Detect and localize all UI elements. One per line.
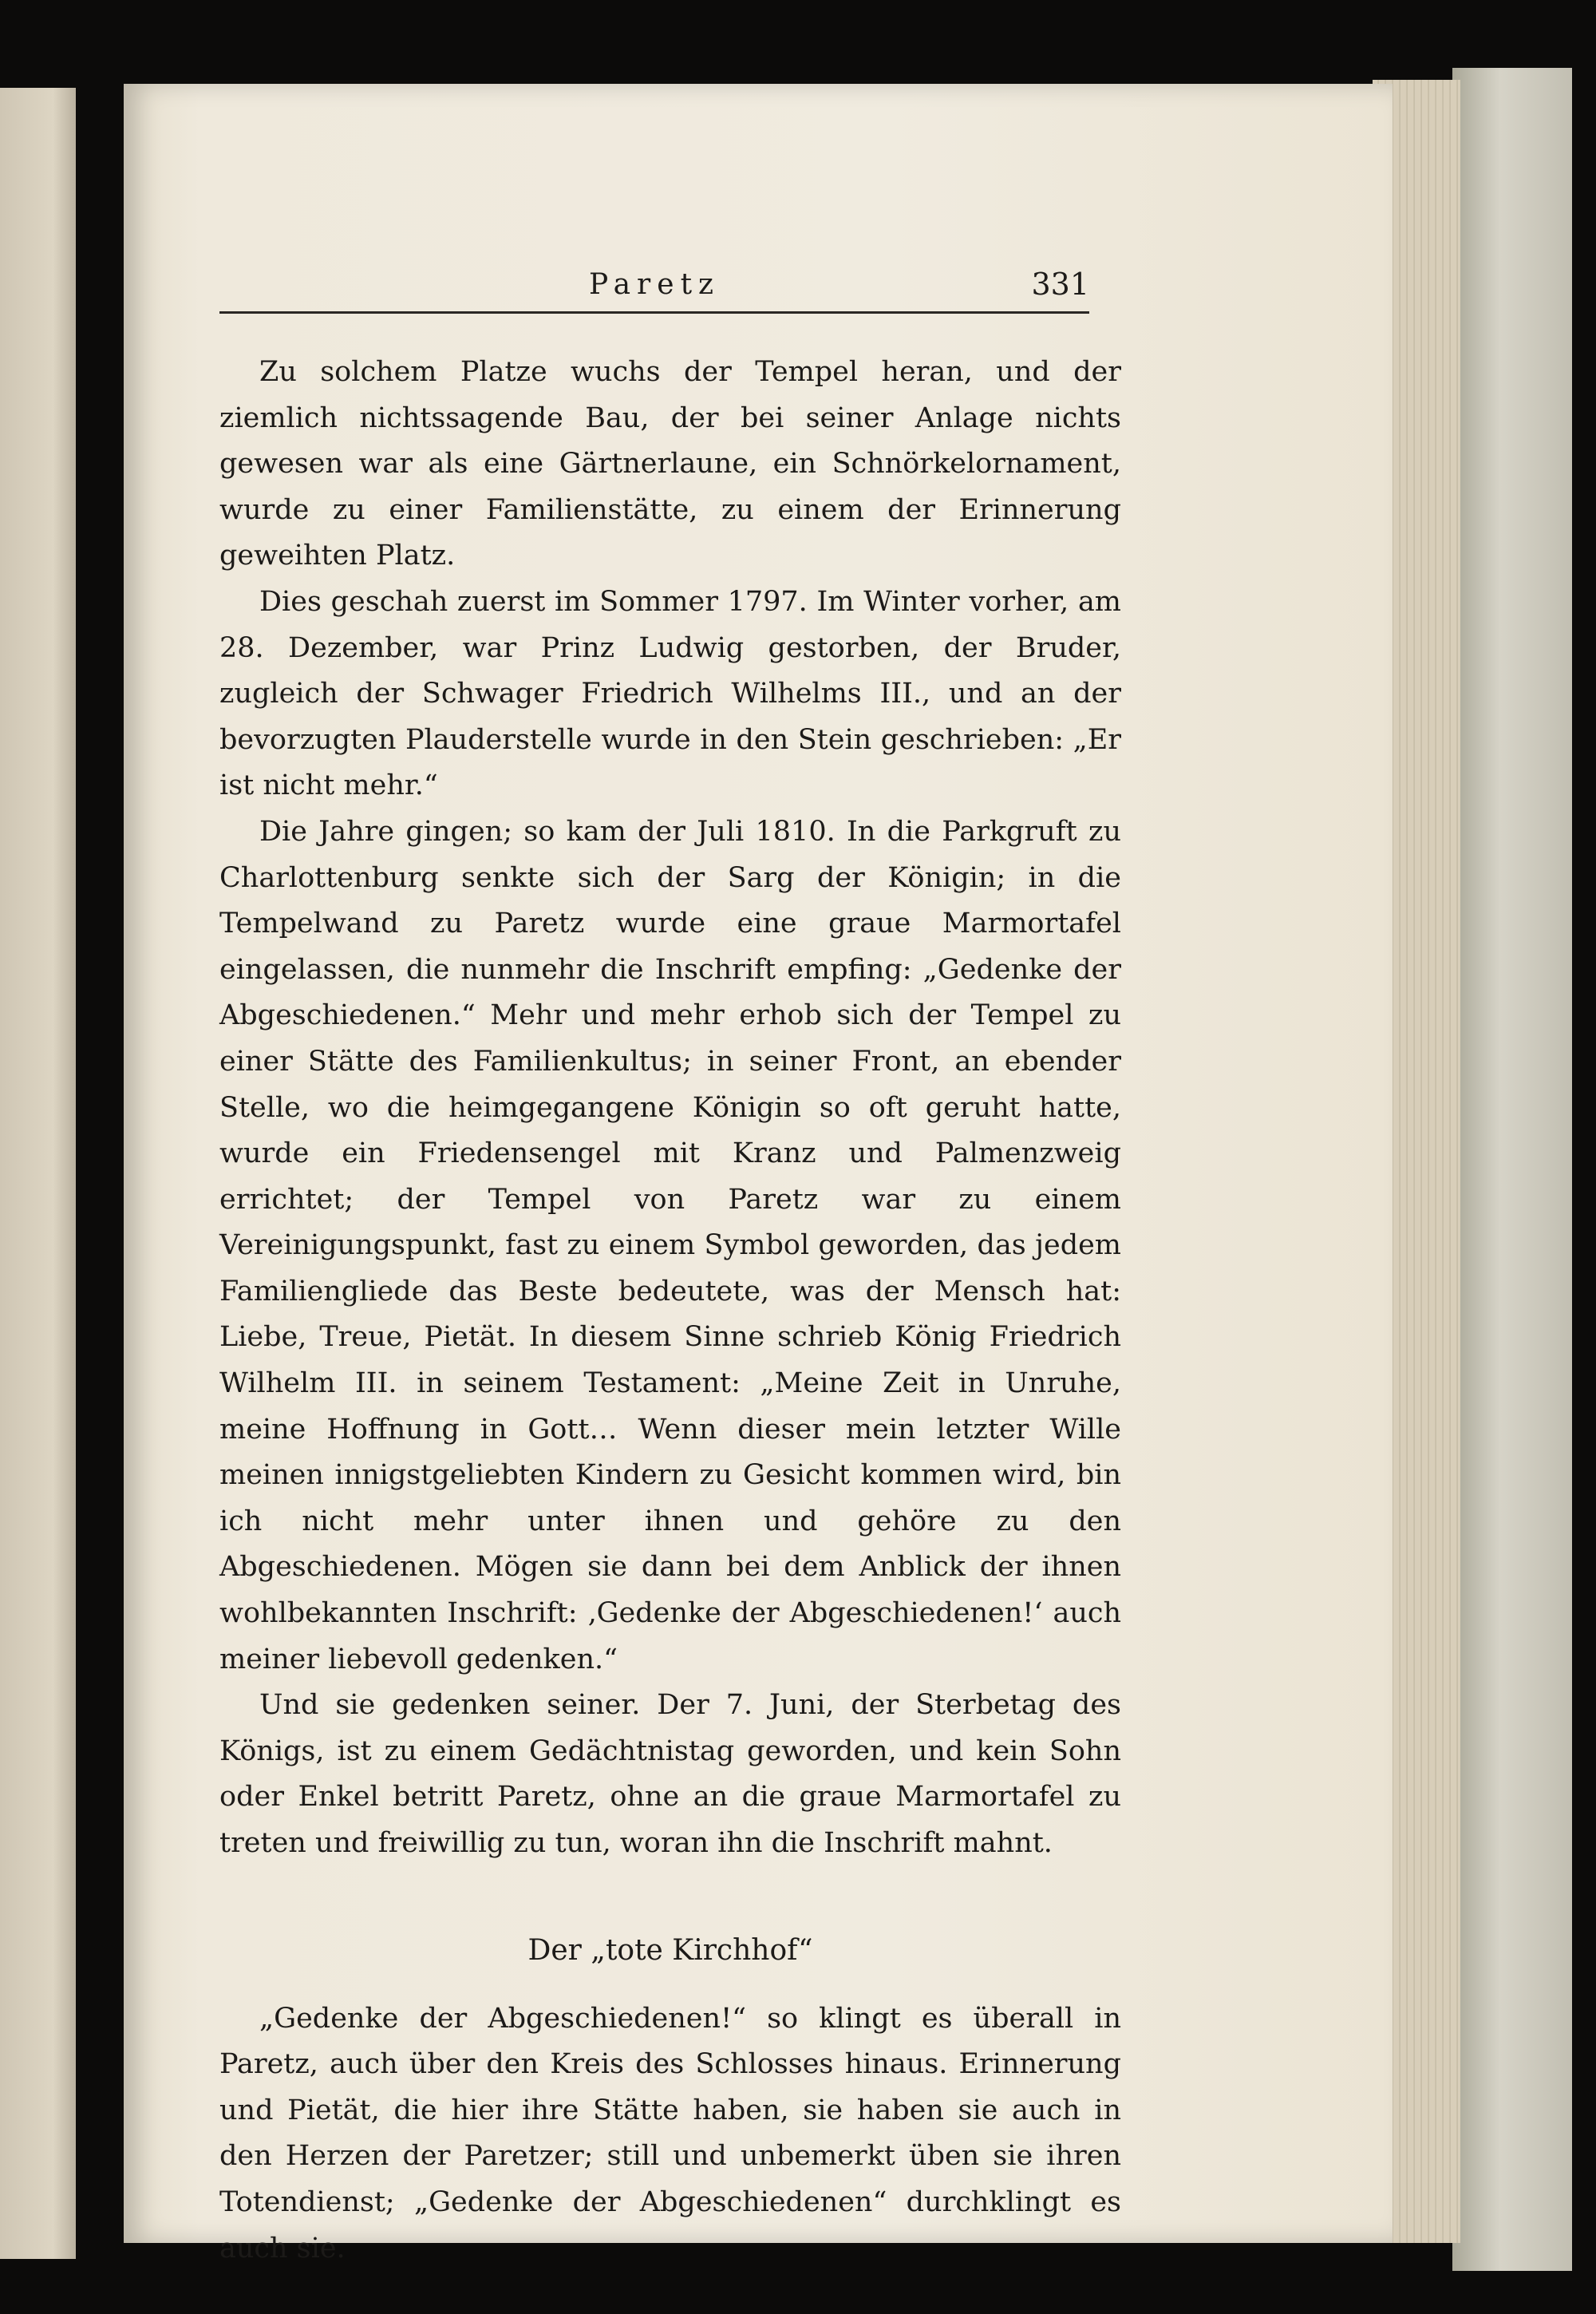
section-heading: Der „tote Kirchhof“ [527, 1933, 813, 1967]
left-page-edge [0, 88, 76, 2259]
book-cover-edge [1452, 68, 1572, 2271]
paragraph: Die Jahre gingen; so kam der Juli 1810. In die Parkgruft zu Charlottenburg senkte sich der Sarg der Königin; in die Tempelwand zu Paretz wurde eine graue Marmortafel eingelassen, die nunmehr die Inschrift empfing: „Gedenke der Abgeschiedenen.“ Mehr und mehr erhob sich der Tempel zu einer Stätte des Familienkultus; in seiner Front, an ebender Stelle, wo die heimgegangene Königin so oft geruht hatte, wurde ein Friedensengel mit Kranz und Palmenzweig errichtet; der Tempel von Paretz war zu einem Vereinigungspunkt, fast zu einem Symbol geworden, das jedem Familiengliede das Beste bedeutete, was der Mensch hat: Liebe, Treue, Pietät. In diesem Sinne schrieb König Friedrich Wilhelm III. in seinem Testament: „Meine Zeit in Unruhe, meine Hoffnung in Gott… Wenn dieser mein letzter Wille meinen innigstgeliebten Kindern zu Gesicht kommen wird, bin ich nicht mehr unter ihnen und gehöre zu den Abgeschiedenen. Mögen sie dann bei dem Anblick der ihnen wohlbekannten Inschrift: ‚Gedenke der Abgeschiedenen!‘ auch meiner liebevoll gedenken.“ [219, 815, 1121, 1675]
running-head-title: Paretz [588, 268, 720, 301]
paragraph: Zu solchem Platze wuchs der Tempel heran, und der ziemlich nichtssagende Bau, der bei seiner Anlage nichts gewesen war als eine Gärtnerlaune, ein Schnörkelornament, wurde zu einer Familienstätte, zu einem der Erinnerung geweihten Platz. [219, 356, 1121, 572]
running-head [219, 263, 1089, 314]
paragraph: Und sie gedenken seiner. Der 7. Juni, der Sterbetag des Königs, ist zu einem Gedächtnistag geworden, und kein Sohn oder Enkel betritt Paretz, ohne an die graue Marmortafel zu treten und freiwillig zu tun, woran ihn die Inschrift mahnt. [219, 1689, 1121, 1859]
page-number: 331 [1031, 267, 1089, 302]
paragraph: „Gedenke der Abgeschiedenen!“ so klingt es überall in Paretz, auch über den Kreis des Schlosses hinaus. Erinnerung und Pietät, die hier ihre Stätte haben, sie haben sie auch in den Herzen der Paretzer; still und unbemerkt üben sie ihren Totendienst; „Gedenke der Abgeschiedenen“ durchklingt es auch sie. [219, 2002, 1121, 2265]
body-text [219, 350, 1121, 2272]
paragraph: Dies geschah zuerst im Sommer 1797. Im Winter vorher, am 28. Dezember, war Prinz Ludwig gestorben, der Bruder, zugleich der Schwager Friedrich Wilhelms III., und an der bevorzugten Plauderstelle wurde in den Stein geschrieben: „Er ist nicht mehr.“ [219, 585, 1121, 802]
